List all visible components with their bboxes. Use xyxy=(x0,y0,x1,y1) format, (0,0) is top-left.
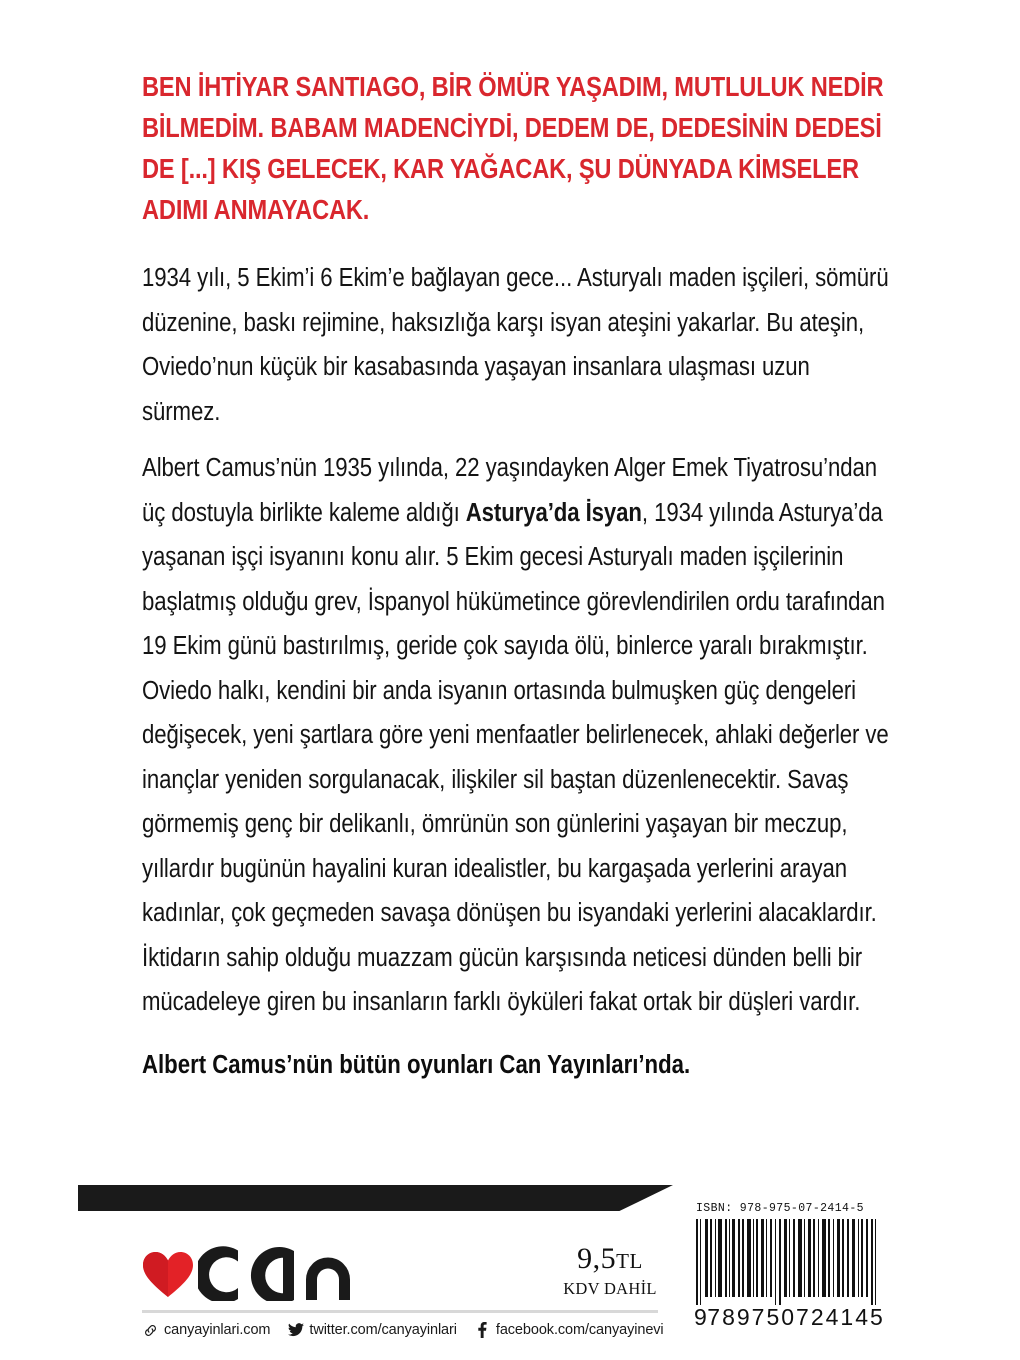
social-links-row xyxy=(142,1322,662,1338)
price-value: 9,5 xyxy=(577,1242,617,1275)
blurb-paragraph-2-lead: Albert Camus’nün 1935 yılında, 22 yaşındayken Alger Emek Tiyatrosu’ndan üç dostuyla birlikte kaleme aldığı xyxy=(142,454,877,527)
blurb-paragraph-2 xyxy=(142,446,892,1025)
heart-icon xyxy=(142,1251,194,1299)
barcode-digits xyxy=(694,1304,885,1331)
barcode-bars xyxy=(694,1219,880,1305)
twitter-link-label: twitter.com/canyayinlari xyxy=(309,1322,457,1338)
isbn-text: ISBN: 978-975-07-2414-5 xyxy=(696,1202,864,1215)
footer-black-bar xyxy=(78,1185,673,1211)
barcode-digit-group-left: 789750 xyxy=(707,1304,797,1330)
website-link[interactable] xyxy=(142,1322,270,1338)
website-link-label: canyayinlari.com xyxy=(164,1322,271,1338)
price-tax-note: KDV DAHİL xyxy=(563,1279,657,1298)
facebook-link[interactable] xyxy=(474,1322,664,1338)
cover-text-column xyxy=(142,66,892,1085)
facebook-link-label: facebook.com/canyayinevi xyxy=(495,1322,664,1338)
pull-quote-headline: BEN İHTİYAR SANTIAGO, BİR ÖMÜR YAŞADIM, MUTLULUK NEDİR BİLMEDİM. BABAM MADENCİYDİ, DEDEM DE, DEDESİNİN DEDESİ DE [...] KIŞ GELECEK, KAR YAĞACAK, ŞU DÜNYADA KİMSELER ADIMI ANMAYACAK. xyxy=(142,71,884,225)
twitter-icon xyxy=(287,1322,304,1338)
blurb-paragraph-2-rest: , 1934 yılında Asturya’da yaşanan işçi isyanını konu alır. 5 Ekim gecesi Asturyalı maden işçilerinin başlatmış olduğu grev, İspanyol hükümetince görevlendirilen ordu tarafından 19 Ekim günü bastırılmış, geride çok sayıda ölü, binlerce yaralı bırakmıştır. Oviedo halkı, kendini bir anda isyanın ortasında bulmuşken güç dengeleri değişecek, yeni şartlara göre yeni menfaatler belirlenecek, ahlaki değerler ve inançlar yeniden sorgulanacak, ilişkiler sil baştan düzenlenecektir. Savaş görmemiş genç bir delikanlı, ömrünün son günlerini yaşayan bir meczup, yıllardır bugünün hayalini kuran idealistler, bu kargaşada yerlerini arayan kadınlar, çok geçmeden savaşa dönüşen bu isyandaki yerlerini alacaklardır. İktidarın sahip olduğu muazzam gücün karşısında neticesi dünden belli bir mücadeleye giren bu insanların farklı öyküleri fakat ortak bir düşleri vardır. xyxy=(142,498,889,1016)
price-currency: TL xyxy=(616,1249,643,1273)
barcode-digit-lead: 9 xyxy=(694,1304,708,1330)
twitter-link[interactable] xyxy=(287,1322,457,1338)
barcode-block xyxy=(694,1202,884,1331)
closing-tagline: Albert Camus’nün bütün oyunları Can Yayınları’nda. xyxy=(142,1050,691,1079)
price-amount xyxy=(540,1242,680,1278)
book-title-inline: Asturya’da İsyan xyxy=(465,498,642,527)
price-block xyxy=(540,1242,680,1300)
facebook-icon xyxy=(474,1322,491,1338)
link-icon xyxy=(142,1322,159,1338)
can-wordmark xyxy=(198,1243,366,1301)
footer-divider xyxy=(142,1310,658,1313)
blurb-paragraph-1: 1934 yılı, 5 Ekim’i 6 Ekim’e bağlayan gece... Asturyalı maden işçileri, sömürü düzenine, baskı rejimine, haksızlığa karşı isyan ateşini yakarlar. Bu ateşin, Oviedo’nun küçük bir kasabasında yaşayan insanlara ulaşması uzun sürmez. xyxy=(142,264,889,426)
barcode-digit-group-right: 724145 xyxy=(796,1304,885,1330)
cover-footer xyxy=(0,1180,1020,1360)
